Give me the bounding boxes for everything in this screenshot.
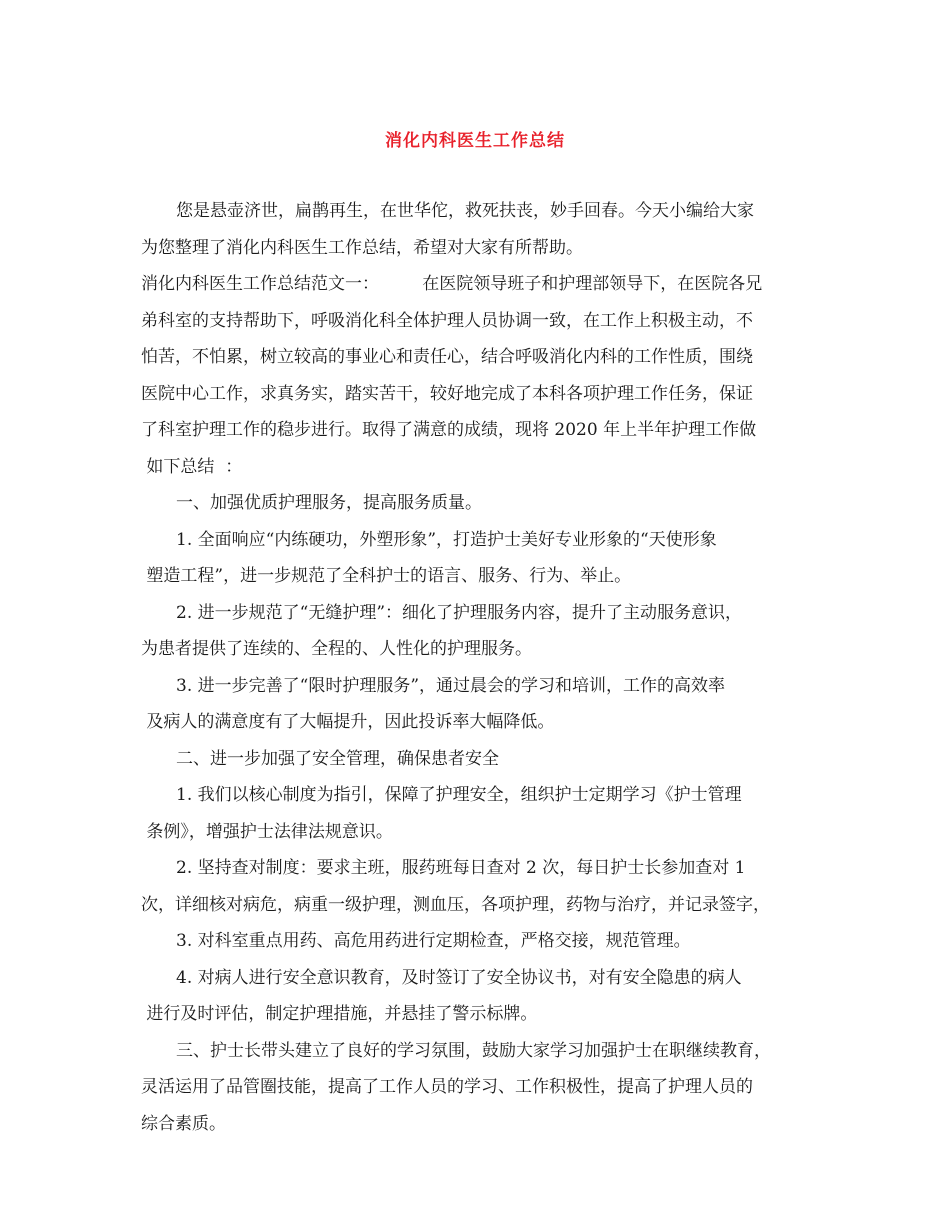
text-line: 如下总结 ： <box>141 456 243 477</box>
text-line: 医院中心工作，求真务实，踏实苦干，较好地完成了本科各项护理工作任务，保证 <box>141 383 753 404</box>
text-line: 综合素质。 <box>141 1113 226 1134</box>
text-line: 怕苦，不怕累，树立较高的事业心和责任心，结合呼吸消化内科的工作性质，围绕 <box>141 347 753 367</box>
text-line: 为您整理了消化内科医生工作总结，希望对大家有所帮助。 <box>141 237 583 258</box>
text-line: 3. 对科室重点用药、高危用药进行定期检查，严格交接，规范管理。 <box>176 931 691 951</box>
text-line: 进行及时评估，制定护理措施，并悬挂了警示标牌。 <box>141 1004 538 1024</box>
text-line: 1. 全面响应“内练硬功，外塑形象”，打造护士美好专业形象的“天使形象 <box>176 529 717 550</box>
text-line: 2. 坚持查对制度：要求主班，服药班每日查对 2 次，每日护士长参加查对 1 <box>176 858 746 878</box>
text-line: 3. 进一步完善了“限时护理服务”，通过晨会的学习和培训，工作的高效率 <box>176 675 726 696</box>
text-line: 了科室护理工作的稳步进行。取得了满意的成绩，现将 2020 年上半年护理工作做 <box>141 420 757 440</box>
text-line: 一、加强优质护理服务，提高服务质量。 <box>176 493 482 513</box>
text-line: 二、进一步加强了安全管理，确保患者安全 <box>176 748 499 769</box>
text-line: 次，详细核对病危，病重一级护理，测血压，各项护理，药物与治疗，并记录签字， <box>141 894 770 915</box>
document-body <box>141 193 813 1142</box>
text-line: 三、护士长带头建立了良好的学习氛围，鼓励大家学习加强护士在职继续教育， <box>176 1040 771 1061</box>
text-line: 为患者提供了连续的、全程的、人性化的护理服务。 <box>141 639 532 659</box>
text-line: 塑造工程”，进一步规范了全科护士的语言、服务、行为、举止。 <box>141 566 632 586</box>
text-line: 灵活运用了品管圈技能，提高了工作人员的学习、工作积极性，提高了护理人员的 <box>141 1077 753 1097</box>
text-line: 条例》，增强护士法律法规意识。 <box>141 821 393 842</box>
text-line: 消化内科医生工作总结范文一： 在医院领导班子和护理部领导下，在医院各兄 <box>141 274 763 294</box>
text-line: 您是悬壶济世，扁鹊再生，在世华佗，救死扶丧，妙手回春。今天小编给大家 <box>176 201 754 221</box>
text-line: 4. 对病人进行安全意识教育，及时签订了安全协议书，对有安全隐患的病人 <box>176 967 742 988</box>
document-title: 消化内科医生工作总结 <box>385 131 565 151</box>
text-line: 弟科室的支持帮助下，呼吸消化科全体护理人员协调一致，在工作上积极主动，不 <box>141 310 753 331</box>
text-line: 1. 我们以核心制度为指引，保障了护理安全，组织护士定期学习《护士管理 <box>176 785 742 805</box>
text-line: 2. 进一步规范了“无缝护理”：细化了护理服务内容，提升了主动服务意识， <box>176 602 743 623</box>
text-line: 及病人的满意度有了大幅提升，因此投诉率大幅降低。 <box>141 712 555 732</box>
